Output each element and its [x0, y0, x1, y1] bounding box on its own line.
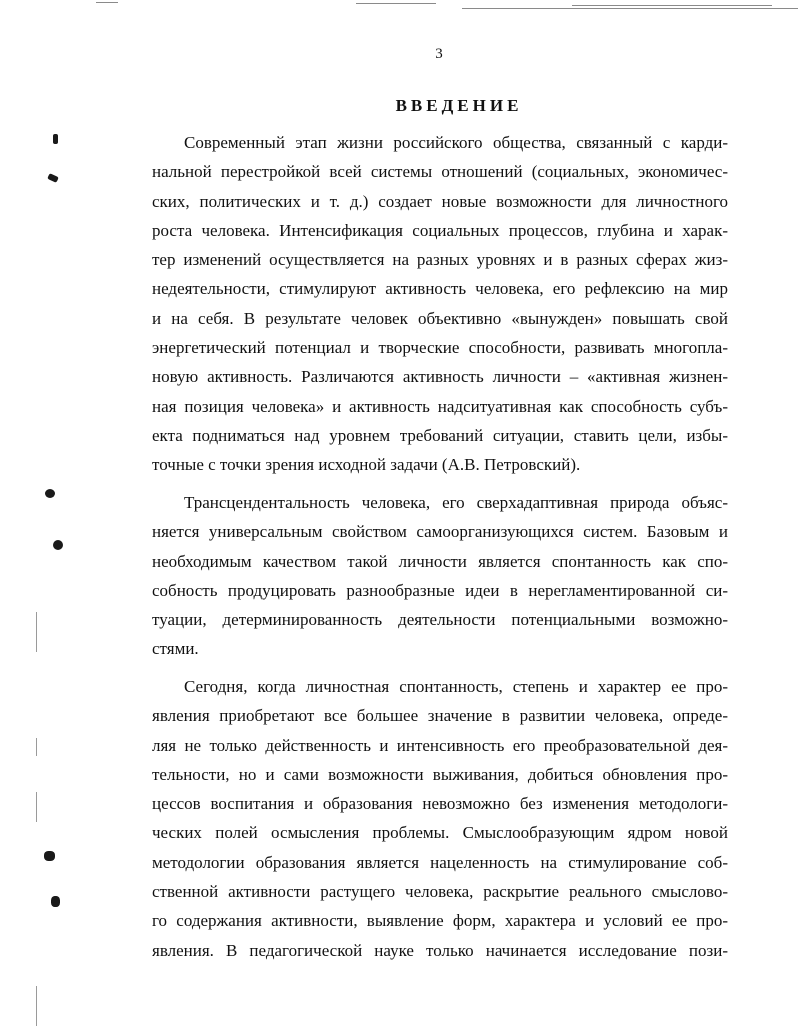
text-line: го содержания активности, выявление форм, характера и условий ее про-	[152, 911, 728, 931]
text-line: точные с точки зрения исходной задачи (А.В. Петровский).	[152, 455, 581, 475]
text-line: ственной активности растущего человека, раскрытие реального смыслово-	[152, 882, 728, 902]
text-line: Современный этап жизни российского общества, связанный с карди-	[184, 133, 728, 152]
text-line: методологии образования является нацеленность на стимулирование соб-	[152, 852, 728, 872]
binding-mark	[44, 851, 55, 861]
scan-top-line-2	[356, 3, 436, 4]
text-line: новую активность. Различаются активность личности – «активная жизнен-	[152, 367, 728, 387]
text-line: ляя не только действенность и интенсивность его преобразовательной дея-	[152, 735, 728, 755]
page-title: ВВЕДЕНИЕ	[395, 96, 523, 115]
text-line: энергетический потенциал и творческие способности, развивать многопла-	[152, 338, 728, 358]
paragraph-1	[152, 128, 728, 480]
text-line: нальной перестройкой всей системы отношений (социальных, экономичес-	[152, 162, 728, 182]
text-line: ная позиция человека» и активность надситуативная как способность субъ-	[152, 396, 728, 416]
scan-top-line-4	[462, 8, 798, 9]
text-line: роста человека. Интенсификация социальных процессов, глубина и харак-	[152, 220, 728, 240]
text-line: собность продуцировать разнообразные идеи в нерегламентированной си-	[152, 580, 728, 600]
scan-vertical-line	[36, 986, 37, 1026]
text-line: явления приобретают все большее значение в развитии человека, опреде-	[152, 706, 728, 726]
scan-vertical-line	[36, 738, 37, 756]
text-line: тер изменений осуществляется на разных уровнях и в разных сферах жиз-	[152, 250, 728, 270]
text-line: и на себя. В результате человек объективно «вынужден» повышать свой	[152, 308, 728, 328]
binding-mark	[45, 489, 55, 498]
binding-mark	[51, 896, 60, 907]
page-number: 3	[435, 46, 443, 62]
scan-top-line-3	[572, 5, 772, 6]
text-line: стями.	[152, 639, 199, 659]
text-line: Сегодня, когда личностная спонтанность, степень и характер ее про-	[184, 677, 728, 696]
text-line: недеятельности, стимулируют активность человека, его рефлексию на мир	[152, 279, 728, 299]
binding-mark	[47, 173, 59, 183]
text-line: Трансцендентальность человека, его сверхадаптивная природа объяс-	[184, 493, 728, 512]
scan-vertical-line	[36, 792, 37, 822]
binding-mark	[53, 134, 58, 144]
scan-vertical-line	[36, 612, 37, 652]
binding-mark	[53, 540, 63, 550]
paragraph-2	[152, 488, 728, 664]
text-line: туации, детерминированность деятельности потенциальными возможно-	[152, 610, 728, 630]
text-line: ческих полей осмысления проблемы. Смыслообразующим ядром новой	[152, 823, 728, 843]
scan-top-line-1	[96, 2, 118, 3]
text-line: цессов воспитания и образования невозможно без изменения методологи-	[152, 794, 728, 814]
text-line: тельности, но и сами возможности выживания, добиться обновления про-	[152, 764, 728, 784]
text-line: явления. В педагогической науке только начинается исследование пози-	[152, 940, 728, 960]
text-line: ских, политических и т. д.) создает новые возможности для личностного	[152, 191, 728, 211]
text-line: екта подниматься над уровнем требований ситуации, ставить цели, избы-	[152, 425, 728, 445]
text-line: необходимым качеством такой личности является спонтанность как спо-	[152, 551, 728, 571]
text-line: няется универсальным свойством самоорганизующихся систем. Базовым и	[152, 522, 728, 542]
paragraph-3	[152, 672, 728, 965]
